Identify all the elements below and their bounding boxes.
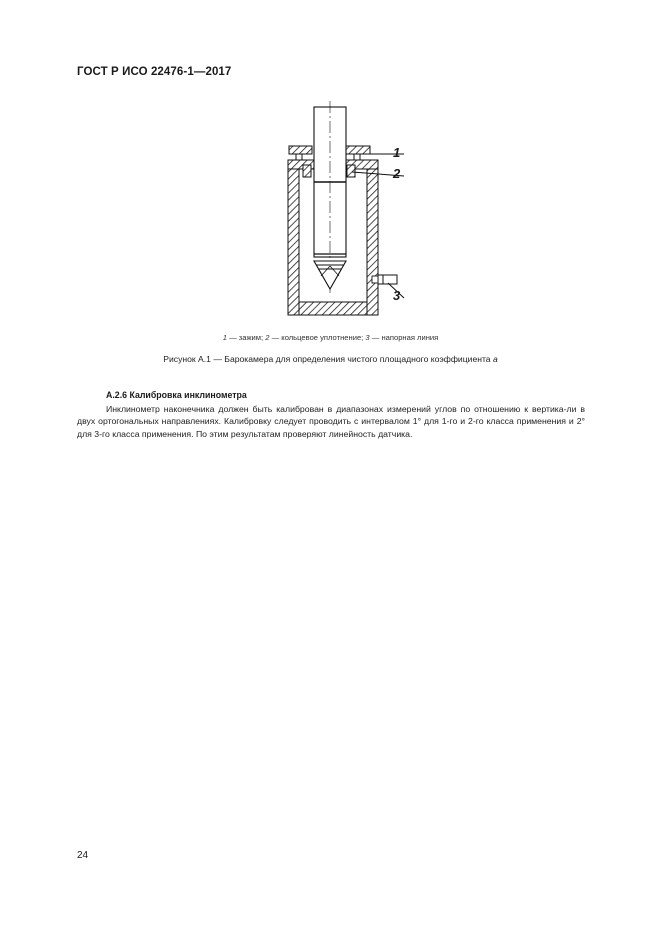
callout-1: 1: [393, 145, 401, 160]
legend-num-2: 2: [265, 333, 270, 342]
section-paragraph: Инклинометр наконечника должен быть калиброван в диапазонах измерений углов по отношению к вертика-ли в двух ортогональных направлениях. Калибровку следует проводить с интервалом 1° для 1-го и 2-го класса применения и 2° для 3-го класса применения. По этим результатам проверяют линейность датчика.: [77, 404, 585, 439]
standard-designation: ГОСТ Р ИСО 22476-1—2017: [77, 66, 232, 78]
legend-text-2: — кольцевое уплотнение;: [269, 333, 366, 342]
caption-text: Рисунок А.1 — Барокамера для определения чистого площадного коэффициента: [163, 354, 493, 364]
callout-3: 3: [393, 288, 401, 303]
caption-symbol: a: [492, 354, 498, 364]
legend-text-3: — напорная линия: [369, 333, 439, 342]
pressure-line: [372, 275, 397, 284]
legend-text-1: — зажим;: [226, 333, 266, 342]
legend-num-1: 1: [222, 333, 227, 342]
figure-caption: [0, 354, 661, 364]
section-heading: А.2.6 Калибровка инклинометра: [106, 390, 247, 400]
figure-legend: [0, 333, 661, 342]
legend-num-3: 3: [365, 333, 370, 342]
callout-2: 2: [393, 166, 401, 181]
page-number: 24: [77, 850, 89, 861]
